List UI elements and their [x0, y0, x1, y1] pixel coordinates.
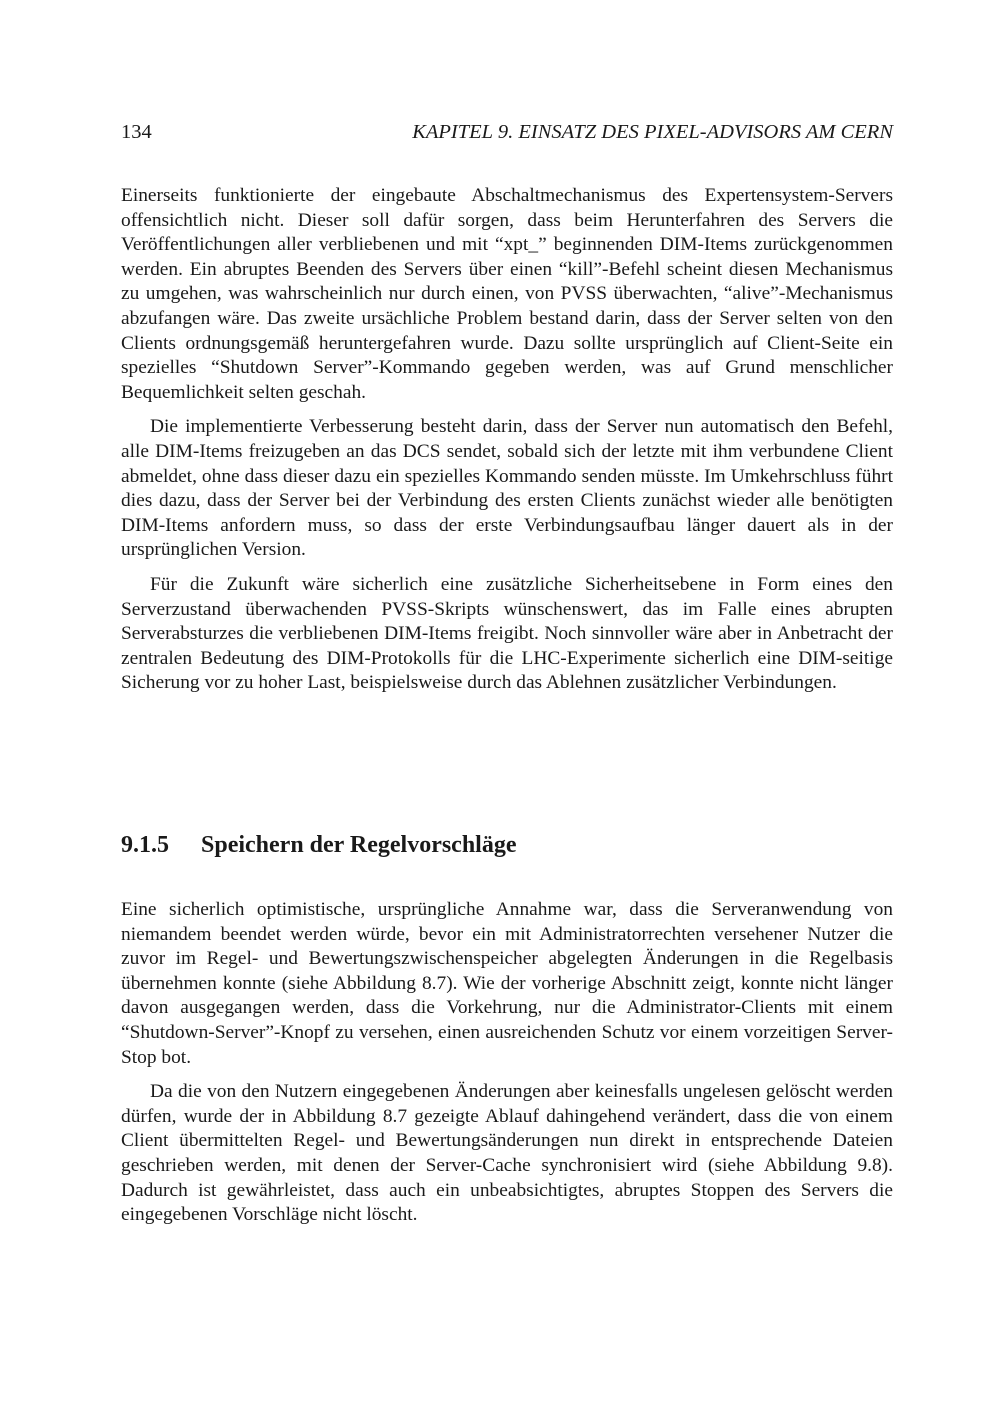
paragraph: Für die Zukunft wäre sicherlich eine zusätzliche Sicherheitsebene in Form eines den Serverzustand überwachenden PVSS-Skripts wünschenswert, das im Falle eines abrupten Serverabsturzes die verbliebenen DIM-Items freigibt. Noch sinnvoller wäre aber in Anbetracht der zentralen Bedeutung des DIM-Protokolls für die LHC-Experimente sicherlich eine DIM-seitige Sicherung vor zu hoher Last, beispielsweise durch das Ablehnen zusätzlicher Verbindungen. — [121, 573, 893, 694]
body-text-before-section — [121, 184, 893, 706]
paragraph: Da die von den Nutzern eingegebenen Änderungen aber keinesfalls ungelesen gelöscht werden dürfen, wurde der in Abbildung 8.7 gezeigte Ablauf dahingehend verändert, dass die von einem Client übermittelten Regel- und Bewertungsänderungen nun direkt in entsprechende Dateien geschrieben werden, mit denen der Server-Cache synchronisiert wird (siehe Abbildung 9.8). Dadurch ist gewährleistet, dass auch ein unbeabsichtigtes, abruptes Stoppen des Servers die eingegebenen Vorschläge nicht löscht. — [121, 1081, 893, 1226]
section-number: 9.1.5 — [121, 832, 169, 858]
page-header — [121, 121, 893, 147]
paragraph: Eine sicherlich optimistische, ursprüngliche Annahme war, dass die Serveranwendung von niemandem beendet werden würde, bevor ein mit Administratorrechten versehener Nutzer die zuvor im Regel- und Bewertungszwischenspeicher abgelegten Änderungen in die Regelbasis übernehmen konnte (siehe Abbildung 8.7). Wie der vorherige Abschnitt zeigt, konnte nicht länger davon ausgegangen werden, dass die Vorkehrung, nur die Administrator-Clients mit einem “Shutdown-Server”-Knopf zu versehen, einen ausreichenden Schutz vor einem vorzeitigen Server-Stop bot. — [121, 899, 893, 1068]
running-head: KAPITEL 9. EINSATZ DES PIXEL-ADVISORS AM CERN — [412, 121, 893, 143]
paragraph: Einerseits funktionierte der eingebaute Abschaltmechanismus des Expertensystem-Servers offensichtlich nicht. Dieser soll dafür sorgen, dass beim Herunterfahren des Servers die Veröffentlichungen aller verbliebenen und mit “xpt_” beginnenden DIM-Items zurückgenommen werden. Ein abruptes Beenden des Servers über einen “kill”-Befehl scheint diesen Mechanismus zu umgehen, was wahrscheinlich nur durch einen, von PVSS überwachten, “alive”-Mechanismus abzufangen wäre. Das zweite ursächliche Problem bestand darin, dass der Server selten von den Clients ordnungsgemäß heruntergefahren wurde. Dazu sollte ursprünglich auf Client-Seite ein spezielles “Shutdown Server”-Kommando gegeben werden, was auf Grund menschlicher Bequemlichkeit selten geschah. — [121, 185, 893, 403]
section-title: Speichern der Regelvorschläge — [201, 832, 517, 858]
body-text-after-section — [121, 898, 893, 1238]
section-heading — [121, 830, 893, 860]
paragraph: Die implementierte Verbesserung besteht darin, dass der Server nun automatisch den Befehl, alle DIM-Items freizugeben an das DCS sendet, sobald sich der letzte mit ihm verbundene Client abmeldet, ohne dass dieser dazu ein spezielles Kommando senden müsste. Im Umkehrschluss führt dies dazu, dass der Server bei der Verbindung des ersten Clients zunächst wieder alle benötigten DIM-Items anfordern muss, so dass der erste Verbindungsaufbau länger dauert als in der ursprünglichen Version. — [121, 416, 893, 561]
page-number: 134 — [121, 121, 152, 143]
